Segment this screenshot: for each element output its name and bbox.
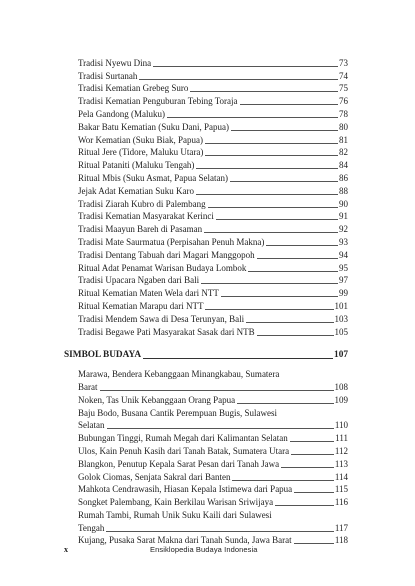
toc-entry[interactable] bbox=[78, 444, 348, 457]
toc-entry-page-number: 90 bbox=[339, 198, 348, 209]
toc-entry[interactable] bbox=[78, 235, 348, 248]
toc-entry-title: Baju Bodo, Busana Cantik Perempuan Bugis, Sulawesi bbox=[78, 407, 277, 418]
toc-entry[interactable] bbox=[78, 393, 348, 406]
toc-entry-page-number: 117 bbox=[334, 522, 348, 533]
dot-leader bbox=[248, 271, 338, 272]
toc-entry-title: Ulos, Kain Penuh Kasih dari Tanah Batak, Sumatera Utara bbox=[78, 445, 290, 456]
dot-leader bbox=[196, 168, 338, 169]
toc-entry-title: Barat bbox=[78, 381, 98, 392]
toc-entry-page-number: 109 bbox=[334, 394, 348, 405]
toc-entry[interactable] bbox=[78, 312, 348, 325]
toc-list-bottom bbox=[78, 367, 348, 546]
toc-entry-title: Blangkon, Penutup Kepala Sarat Pesan dari Tanah Jawa bbox=[78, 458, 280, 469]
dot-leader bbox=[257, 335, 334, 336]
dot-leader bbox=[139, 79, 338, 80]
toc-entry[interactable] bbox=[78, 248, 348, 261]
toc-entry[interactable] bbox=[78, 158, 348, 171]
dot-leader bbox=[281, 467, 334, 468]
toc-entry-page-number: 99 bbox=[339, 288, 348, 299]
toc-entry[interactable] bbox=[78, 94, 348, 107]
dot-leader bbox=[275, 505, 334, 506]
dot-leader bbox=[208, 207, 338, 208]
dot-leader bbox=[196, 194, 338, 195]
toc-entry-page-number: 118 bbox=[334, 535, 348, 546]
toc-entry-page-number: 114 bbox=[334, 471, 348, 482]
toc-entry-page-number: 82 bbox=[339, 147, 348, 158]
toc-entry-page-number: 108 bbox=[334, 381, 348, 392]
toc-entry-page-number: 91 bbox=[339, 211, 348, 222]
dot-leader bbox=[257, 258, 338, 259]
toc-entry[interactable] bbox=[78, 495, 348, 508]
toc-entry-page-number: 103 bbox=[334, 313, 348, 324]
dot-leader bbox=[107, 428, 334, 429]
toc-entry[interactable] bbox=[78, 508, 348, 521]
dot-leader bbox=[237, 403, 333, 404]
toc-entry-page-number: 105 bbox=[334, 326, 348, 337]
toc-entry-page-number: 81 bbox=[339, 134, 348, 145]
toc-entry-title: Tradisi Begawe Pati Masyarakat Sasak dari NTB bbox=[78, 326, 255, 337]
toc-entry[interactable] bbox=[78, 120, 348, 133]
toc-entry[interactable] bbox=[78, 210, 348, 223]
dot-leader bbox=[266, 245, 338, 246]
section-title: SIMBOL BUDAYA bbox=[64, 350, 142, 361]
toc-entry[interactable] bbox=[78, 261, 348, 274]
dot-leader bbox=[232, 480, 333, 481]
dot-leader bbox=[216, 219, 338, 220]
footer-book-title: Ensiklopedia Budaya Indonesia bbox=[150, 545, 258, 554]
toc-entry-page-number: 78 bbox=[339, 108, 348, 119]
toc-entry-title: Bakar Batu Kematian (Suku Dani, Papua) bbox=[78, 121, 229, 132]
toc-entry-page-number: 111 bbox=[335, 433, 348, 444]
toc-entry[interactable] bbox=[78, 107, 348, 120]
toc-entry-title: Tradisi Mendem Sawa di Desa Terunyan, Bali bbox=[78, 313, 245, 324]
toc-entry[interactable] bbox=[78, 470, 348, 483]
dot-leader bbox=[204, 232, 338, 233]
toc-entry-page-number: 116 bbox=[334, 497, 348, 508]
toc-entry-page-number: 76 bbox=[339, 96, 348, 107]
dot-leader bbox=[205, 309, 333, 310]
dot-leader bbox=[230, 181, 338, 182]
toc-entry-page-number: 95 bbox=[339, 262, 348, 273]
toc-entry-title: Tradisi Nyewu Dina bbox=[78, 57, 152, 68]
toc-entry-title: Ritual Adat Penamat Warisan Budaya Lombok bbox=[78, 262, 247, 273]
toc-entry-page-number: 88 bbox=[339, 185, 348, 196]
toc-entry-page-number: 115 bbox=[334, 484, 348, 495]
toc-entry[interactable] bbox=[78, 431, 348, 444]
dot-leader bbox=[246, 322, 333, 323]
toc-entry-title: Ritual Kematian Maten Wela dari NTT bbox=[78, 288, 219, 299]
toc-entry-title: Ritual Mbis (Suku Asmat, Papua Selatan) bbox=[78, 172, 228, 183]
toc-entry-page-number: 94 bbox=[339, 249, 348, 260]
toc-entry-page-number: 75 bbox=[339, 83, 348, 94]
toc-entry[interactable] bbox=[78, 457, 348, 470]
toc-entry[interactable] bbox=[78, 133, 348, 146]
toc-entry-page-number: 73 bbox=[339, 57, 348, 68]
toc-entry[interactable] bbox=[78, 325, 348, 338]
toc-entry-title: Tradisi Ziarah Kubro di Palembang bbox=[78, 198, 206, 209]
toc-entry-page-number: 112 bbox=[334, 445, 348, 456]
toc-entry[interactable] bbox=[78, 483, 348, 496]
toc-entry-title: Tradisi Surtanah bbox=[78, 70, 138, 81]
toc-entry[interactable] bbox=[78, 171, 348, 184]
toc-entry[interactable] bbox=[78, 367, 348, 380]
toc-entry[interactable] bbox=[78, 56, 348, 69]
toc-entry-title: Golok Ciomas, Senjata Sakral dari Banten bbox=[78, 471, 231, 482]
section-page-number: 107 bbox=[334, 350, 348, 361]
toc-entry-page-number: 84 bbox=[339, 160, 348, 171]
dot-leader bbox=[231, 130, 338, 131]
toc-entry-page-number: 93 bbox=[339, 236, 348, 247]
toc-entry-title: Pela Gandong (Maluku) bbox=[78, 108, 165, 119]
toc-entry-title: Noken, Tas Unik Kebanggaan Orang Papua bbox=[78, 394, 236, 405]
toc-entry-title: Kujang, Pusaka Sarat Makna dari Tanah Sunda, Jawa Barat bbox=[78, 535, 292, 546]
toc-entry-title: Tradisi Kematian Grebeg Suro bbox=[78, 83, 189, 94]
toc-entry-title: Ritual Pataniti (Maluku Tengah) bbox=[78, 160, 195, 171]
toc-entry-title: Tradisi Maayun Bareh di Pasaman bbox=[78, 224, 203, 235]
toc-entry-page-number: 92 bbox=[339, 224, 348, 235]
toc-entry-title: Marawa, Bendera Kebanggaan Minangkabau, Sumatera bbox=[78, 369, 280, 380]
dot-leader bbox=[291, 454, 334, 455]
toc-entry[interactable] bbox=[78, 222, 348, 235]
toc-entry-title: Mahkota Cendrawasih, Hiasan Kepala Istimewa dari Papua bbox=[78, 484, 293, 495]
dot-leader bbox=[153, 66, 338, 67]
toc-entry[interactable] bbox=[78, 82, 348, 95]
page-footer bbox=[64, 545, 354, 554]
dot-leader bbox=[205, 143, 338, 144]
toc-entry[interactable] bbox=[78, 69, 348, 82]
dot-leader bbox=[106, 531, 333, 532]
toc-entry-title: Wor Kematian (Suku Biak, Papua) bbox=[78, 134, 203, 145]
toc-entry[interactable] bbox=[78, 274, 348, 287]
toc-entry[interactable] bbox=[78, 406, 348, 419]
dot-leader bbox=[100, 390, 334, 391]
toc-entry-title: Ritual Jere (Tidore, Maluku Utara) bbox=[78, 147, 204, 158]
toc-entry-title: Jejak Adat Kematian Suku Karo bbox=[78, 185, 194, 196]
toc-entry-page-number: 80 bbox=[339, 121, 348, 132]
toc-entry-page-number: 101 bbox=[334, 300, 348, 311]
toc-entry-title: Ritual Kematian Marapu dari NTT bbox=[78, 300, 204, 311]
toc-list-top bbox=[78, 56, 348, 338]
toc-entry[interactable] bbox=[78, 299, 348, 312]
toc-entry-title: Selatan bbox=[78, 420, 105, 431]
toc-entry-page-number: 110 bbox=[334, 420, 348, 431]
toc-entry[interactable] bbox=[78, 419, 348, 432]
toc-entry-title: Tengah bbox=[78, 522, 105, 533]
dot-leader bbox=[290, 441, 334, 442]
toc-entry-title: Tradisi Kematian Masyarakat Kerinci bbox=[78, 211, 214, 222]
toc-entry-title: Tradisi Dentang Tabuah dari Magari Manggopoh bbox=[78, 249, 255, 260]
toc-entry-page-number: 97 bbox=[339, 275, 348, 286]
toc-entry[interactable] bbox=[78, 521, 348, 534]
toc-section-heading[interactable] bbox=[64, 349, 348, 362]
toc-entry-title: Tradisi Mate Saurmatua (Perpisahan Penuh Makna) bbox=[78, 236, 265, 247]
dot-leader bbox=[294, 492, 334, 493]
dot-leader bbox=[205, 155, 338, 156]
toc-entry-page-number: 86 bbox=[339, 172, 348, 183]
dot-leader bbox=[221, 296, 338, 297]
footer-page-numeral: x bbox=[64, 545, 68, 554]
toc-entry[interactable] bbox=[78, 380, 348, 393]
dot-leader bbox=[240, 104, 338, 105]
toc-entry-page-number: 113 bbox=[334, 458, 348, 469]
toc-entry-title: Songket Palembang, Kain Berkilau Warisan Sriwijaya bbox=[78, 497, 274, 508]
toc-entry[interactable] bbox=[78, 197, 348, 210]
toc-entry-title: Tradisi Upacara Ngaben dari Bali bbox=[78, 275, 200, 286]
dot-leader bbox=[201, 283, 338, 284]
toc-entry-title: Rumah Tambi, Rumah Unik Suku Kaili dari Sulawesi bbox=[78, 509, 272, 520]
toc-entry-title: Bubungan Tinggi, Rumah Megah dari Kalimantan Selatan bbox=[78, 433, 288, 444]
table-of-contents bbox=[64, 56, 348, 546]
toc-entry[interactable] bbox=[78, 146, 348, 159]
toc-entry[interactable] bbox=[78, 184, 348, 197]
toc-entry-title: Tradisi Kematian Penguburan Tebing Toraja bbox=[78, 96, 238, 107]
dot-leader bbox=[167, 117, 338, 118]
dot-leader bbox=[143, 358, 333, 359]
dot-leader bbox=[190, 91, 338, 92]
toc-entry-page-number: 74 bbox=[339, 70, 348, 81]
toc-entry[interactable] bbox=[78, 286, 348, 299]
